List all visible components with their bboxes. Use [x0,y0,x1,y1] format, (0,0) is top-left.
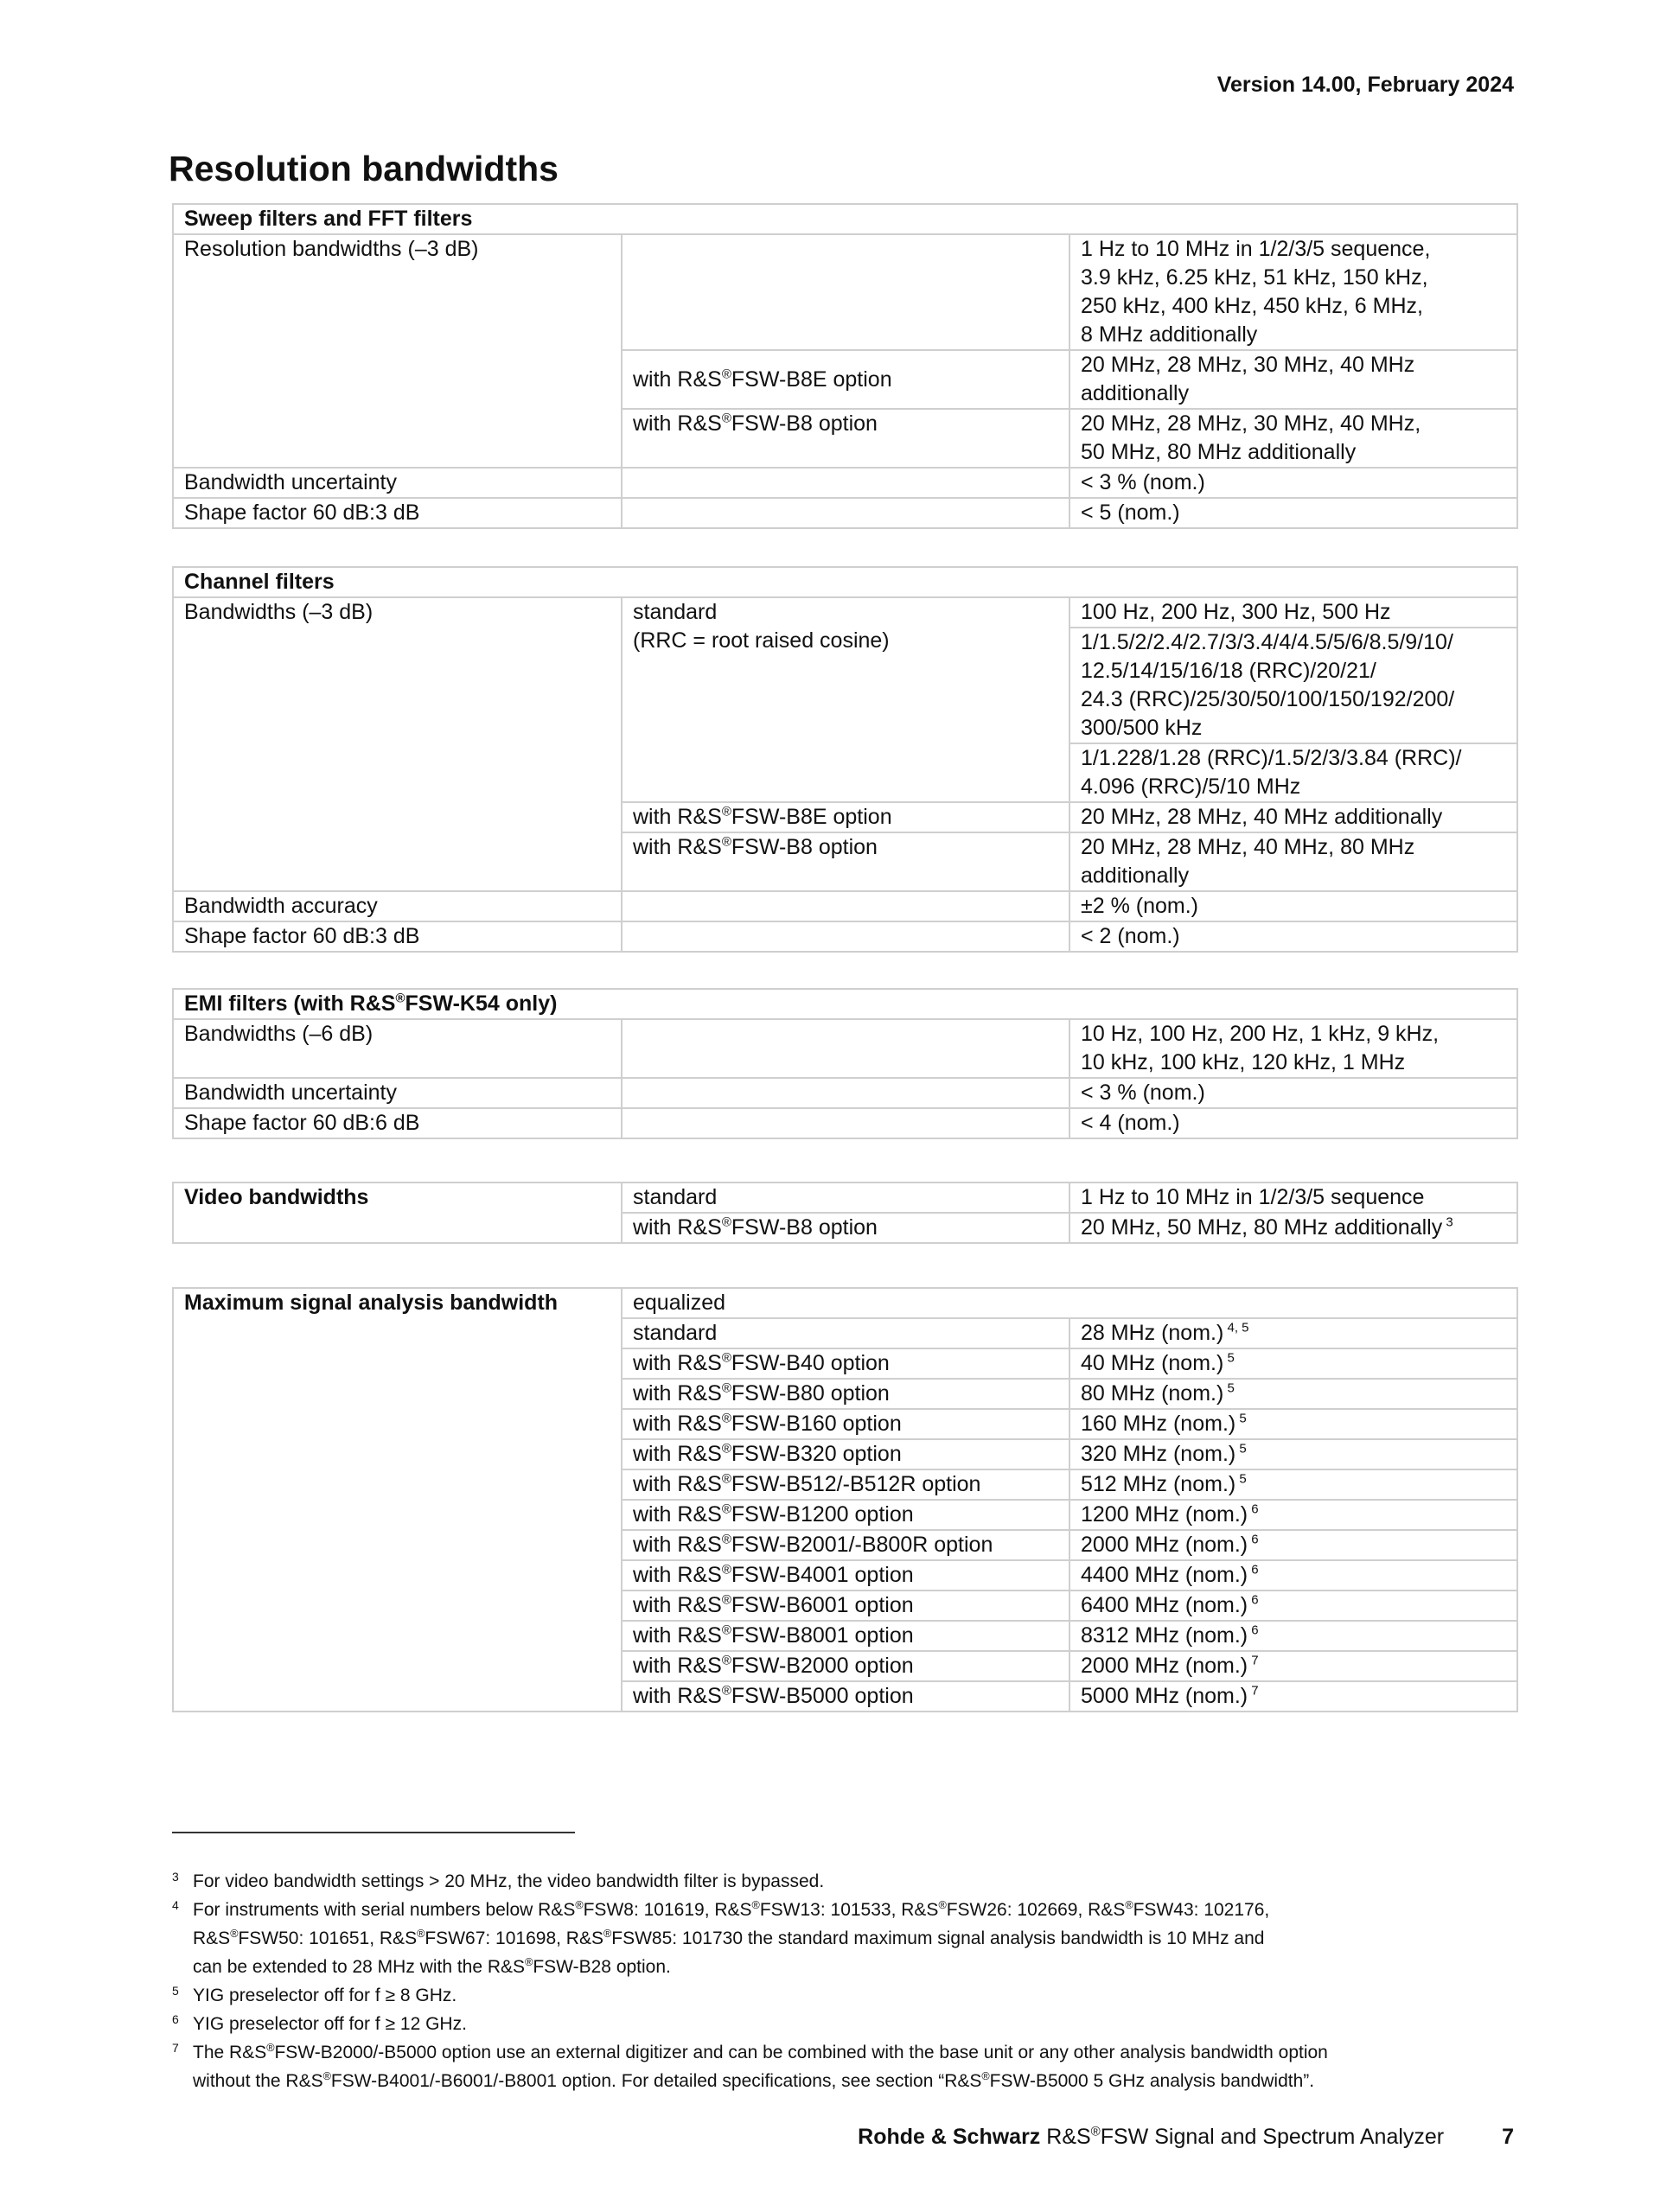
registered-mark: ® [721,411,731,426]
table-row [173,234,1517,350]
registered-mark: ® [721,804,731,819]
registered-mark: ® [1090,2124,1101,2139]
table-row [173,567,1517,597]
footnote-number: 3 [172,1870,179,1884]
footnote-text: YIG preselector off for f ≥ 12 GHz. [193,2014,467,2034]
registered-mark: ® [721,1653,731,1668]
table-cell: 1 Hz to 10 MHz in 1/2/3/5 sequence, 3.9 kHz, 6.25 kHz, 51 kHz, 150 kHz, 250 kHz, 400 kHz, 450 kHz, 6 MHz, 8 MHz additionally [1069,234,1517,350]
table-row [173,1182,1517,1213]
footnote-ref[interactable]: 5 [1235,1411,1247,1426]
registered-mark: ® [721,1683,731,1699]
table-cell: with R&S®FSW-B8 option [622,832,1069,891]
registered-mark: ® [721,1380,731,1396]
table-cell: with R&S®FSW-B8 option [622,1213,1069,1243]
table-cell: 20 MHz, 28 MHz, 40 MHz, 80 MHz additionally [1069,832,1517,891]
footnote-ref[interactable]: 6 [1248,1592,1259,1608]
registered-mark: ® [230,1928,239,1940]
footnote-ref[interactable]: 4, 5 [1223,1320,1249,1335]
table-cell: with R&S®FSW-B6001 option [622,1590,1069,1621]
footnote-ref[interactable]: 5 [1223,1350,1235,1366]
registered-mark: ® [721,1411,731,1426]
table-row [173,204,1517,234]
footnote-ref[interactable]: 6 [1248,1532,1259,1547]
table-cell: 20 MHz, 28 MHz, 40 MHz additionally [1069,802,1517,832]
footnote-ref[interactable]: 6 [1248,1501,1259,1517]
table-cell: 2000 MHz (nom.) $^7$ [1069,1651,1517,1681]
table-cell: 6400 MHz (nom.) $^6$ [1069,1590,1517,1621]
footnote-ref[interactable]: 5 [1235,1441,1247,1457]
table-row [173,498,1517,528]
table-cell: equalized [622,1288,1517,1318]
footnote [172,1896,1521,1981]
table-cell: with R&S®FSW-B5000 option [622,1681,1069,1712]
table-row [173,1288,1517,1318]
footnote-divider [172,1832,575,1833]
registered-mark: ® [721,1562,731,1578]
table-cell: Resolution bandwidths (–3 dB) [173,234,622,468]
registered-mark: ® [721,1441,731,1457]
table-cell: Bandwidth accuracy [173,891,622,921]
table-cell: ±2 % (nom.) [1069,891,1517,921]
table-cell [622,921,1069,952]
registered-mark: ® [721,1622,731,1638]
registered-mark: ® [721,1471,731,1487]
table-cell: with R&S®FSW-B160 option [622,1409,1069,1439]
registered-mark: ® [721,834,731,850]
table-cell [622,498,1069,528]
table-cell: with R&S®FSW-B2000 option [622,1651,1069,1681]
table-cell: standard [622,1182,1069,1213]
registered-mark: ® [322,2070,331,2082]
footnote-ref[interactable]: 5 [1235,1471,1247,1487]
table-cell: 20 MHz, 50 MHz, 80 MHz additionally $^3$ [1069,1213,1517,1243]
table-cell: 10 Hz, 100 Hz, 200 Hz, 1 kHz, 9 kHz, 10 kHz, 100 kHz, 120 kHz, 1 MHz [1069,1019,1517,1078]
footnote [172,1981,1521,2010]
channel-filters-table [172,566,1518,953]
table-row [173,597,1517,628]
footnote-ref[interactable]: 6 [1248,1562,1259,1578]
emi-filters-table [172,988,1518,1139]
table-cell: 1/1.228/1.28 (RRC)/1.5/2/3/3.84 (RRC)/ 4.096 (RRC)/5/10 MHz [1069,743,1517,802]
table-cell: 2000 MHz (nom.) $^6$ [1069,1530,1517,1560]
registered-mark: ® [721,1501,731,1517]
footnote-text: For video bandwidth settings > 20 MHz, the video bandwidth filter is bypassed. [193,1871,825,1891]
table-cell: 4400 MHz (nom.) $^6$ [1069,1560,1517,1590]
table-cell [622,1078,1069,1108]
table-cell: Bandwidth uncertainty [173,468,622,498]
registered-mark: ® [721,1350,731,1366]
footnote [172,2038,1521,2095]
max-analysis-bandwidth-table [172,1287,1518,1712]
registered-mark: ® [266,2042,275,2054]
table-cell: Shape factor 60 dB:3 dB [173,921,622,952]
table-cell: 20 MHz, 28 MHz, 30 MHz, 40 MHz, 50 MHz, 80 MHz additionally [1069,409,1517,468]
table-cell: standard (RRC = root raised cosine) [622,597,1069,802]
table-cell: with R&S®FSW-B4001 option [622,1560,1069,1590]
footnote [172,1867,1521,1896]
registered-mark: ® [721,367,731,382]
table-cell: 1/1.5/2/2.4/2.7/3/3.4/4/4.5/5/6/8.5/9/10/ 12.5/14/15/16/18 (RRC)/20/21/ 24.3 (RRC)/25/30/50/100/150/192/200/ 300/500 kHz [1069,628,1517,743]
table-row [173,1078,1517,1108]
table-row [173,921,1517,952]
table-cell: 1 Hz to 10 MHz in 1/2/3/5 sequence [1069,1182,1517,1213]
table-cell: Bandwidths (–3 dB) [173,597,622,891]
registered-mark: ® [417,1928,425,1940]
table-row [173,1019,1517,1078]
section-heading-cell: EMI filters (with R&S®FSW-K54 only) [173,989,1517,1019]
table-cell [622,234,1069,350]
table-cell: 160 MHz (nom.) $^5$ [1069,1409,1517,1439]
footnote-ref[interactable]: 7 [1248,1653,1259,1668]
registered-mark: ® [938,1899,947,1911]
table-cell: < 4 (nom.) [1069,1108,1517,1138]
table-cell: Shape factor 60 dB:3 dB [173,498,622,528]
table-cell: < 3 % (nom.) [1069,1078,1517,1108]
footer-company: Rohde & Schwarz [858,2125,1041,2149]
footnote-text: YIG preselector off for f ≥ 8 GHz. [193,1986,457,2005]
registered-mark: ® [1125,1899,1133,1911]
table-row [173,891,1517,921]
registered-mark: ® [525,1956,533,1968]
table-cell: 5000 MHz (nom.) $^7$ [1069,1681,1517,1712]
table-cell: 80 MHz (nom.) $^5$ [1069,1379,1517,1409]
table-cell: with R&S®FSW-B2001/-B800R option [622,1530,1069,1560]
video-bandwidths-table [172,1182,1518,1244]
table-cell: with R&S®FSW-B8001 option [622,1621,1069,1651]
registered-mark: ® [395,991,405,1006]
sweep-filters-table [172,203,1518,529]
registered-mark: ® [721,1532,731,1547]
table-cell: with R&S®FSW-B8E option [622,802,1069,832]
document-version: Version 14.00, February 2024 [1216,73,1514,97]
table-cell: < 5 (nom.) [1069,498,1517,528]
table-row [173,989,1517,1019]
footnote-ref[interactable]: 6 [1248,1622,1259,1638]
table-cell: with R&S®FSW-B1200 option [622,1500,1069,1530]
registered-mark: ® [575,1899,584,1911]
table-cell: with R&S®FSW-B512/-B512R option [622,1469,1069,1500]
registered-mark: ® [721,1214,731,1230]
table-cell: 40 MHz (nom.) $^5$ [1069,1348,1517,1379]
footnote-text: The R&S®FSW-B2000/-B5000 option use an external digitizer and can be combined with the base unit or any other analysis bandwidth option without the R&S®FSW-B4001/-B6001/-B8001 option. For detailed specifications, see section “R&S®FSW-B5000 5 GHz analysis bandwidth”. [193,2042,1328,2091]
table-cell [622,1108,1069,1138]
footnote-number: 7 [172,2041,179,2055]
registered-mark: ® [751,1899,760,1911]
table-cell: 8312 MHz (nom.) $^6$ [1069,1621,1517,1651]
table-cell: 100 Hz, 200 Hz, 300 Hz, 500 Hz [1069,597,1517,628]
registered-mark: ® [981,2070,990,2082]
registered-mark: ® [721,1592,731,1608]
table-cell: 1200 MHz (nom.) $^6$ [1069,1500,1517,1530]
table-cell [622,1019,1069,1078]
section-heading-cell: Sweep filters and FFT filters [173,204,1517,234]
section-heading-cell: Maximum signal analysis bandwidth [173,1288,622,1712]
table-cell [622,468,1069,498]
footnote-number: 6 [172,2012,179,2026]
footnote-text: For instruments with serial numbers below R&S®FSW8: 101619, R&S®FSW13: 101533, R&S®FSW26: 102669, R&S®FSW43: 102176, R&S®FSW50: 101651, R&S®FSW67: 101698, R&S®FSW85: 101730 the standard maximum signal analysis bandwidth is 10 MHz and can be extended to 28 MHz with the R&S®FSW-B28 option. [193,1899,1270,1977]
section-heading-cell: Channel filters [173,567,1517,597]
table-cell [622,891,1069,921]
table-cell: with R&S®FSW-B80 option [622,1379,1069,1409]
table-cell: 20 MHz, 28 MHz, 30 MHz, 40 MHz additionally [1069,350,1517,409]
table-cell: Bandwidths (–6 dB) [173,1019,622,1078]
table-cell: Bandwidth uncertainty [173,1078,622,1108]
table-row [173,1108,1517,1138]
table-cell: 320 MHz (nom.) $^5$ [1069,1439,1517,1469]
table-cell: with R&S®FSW-B320 option [622,1439,1069,1469]
page-footer [858,2125,1514,2150]
footnote-ref[interactable]: 3 [1442,1214,1453,1230]
footnote-ref[interactable]: 7 [1248,1683,1259,1699]
footer-product: R&S®FSW Signal and Spectrum Analyzer [1046,2124,1445,2149]
footnotes [172,1867,1521,2095]
footnote-number: 5 [172,1984,179,1998]
footnote-number: 4 [172,1898,179,1912]
table-cell: standard [622,1318,1069,1348]
page-title: Resolution bandwidths [169,149,559,188]
table-cell: < 2 (nom.) [1069,921,1517,952]
table-row [173,468,1517,498]
registered-mark: ® [603,1928,612,1940]
table-cell: with R&S®FSW-B8 option [622,409,1069,468]
page-number: 7 [1502,2125,1514,2149]
table-cell: with R&S®FSW-B8E option [622,350,1069,409]
section-heading-cell: Video bandwidths [173,1182,622,1243]
table-cell: 512 MHz (nom.) $^5$ [1069,1469,1517,1500]
table-cell: Shape factor 60 dB:6 dB [173,1108,622,1138]
table-cell: with R&S®FSW-B40 option [622,1348,1069,1379]
footnote-ref[interactable]: 5 [1223,1380,1235,1396]
footnote [172,2010,1521,2038]
table-cell: < 3 % (nom.) [1069,468,1517,498]
table-cell: 28 MHz (nom.) $^{4, 5}$ [1069,1318,1517,1348]
